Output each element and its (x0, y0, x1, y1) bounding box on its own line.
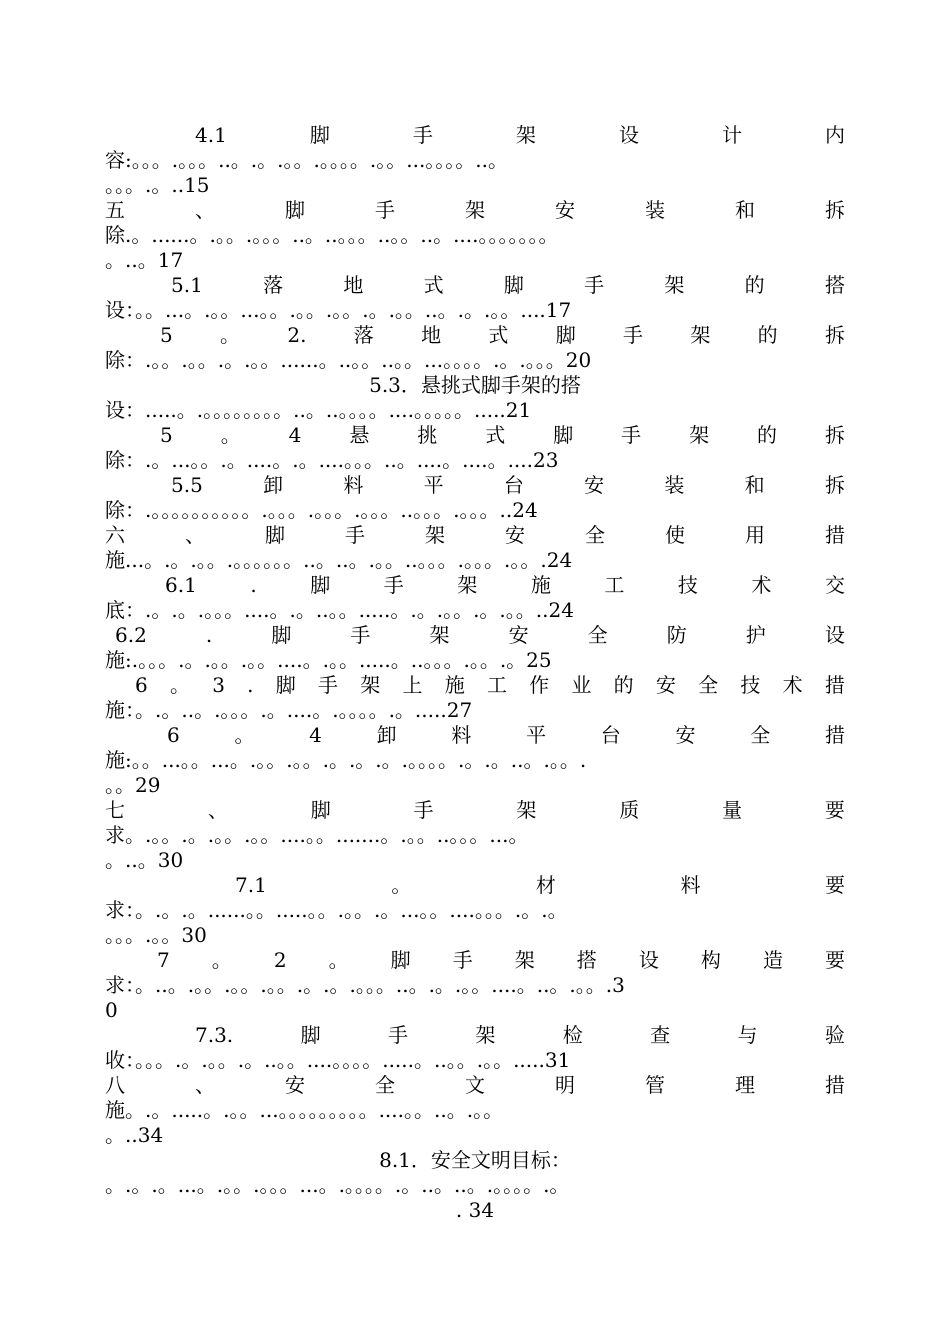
toc-heading-glyph: 4.1 (195, 123, 227, 147)
toc-heading-glyph: 式 (485, 423, 506, 447)
toc-heading-glyph: 内 (825, 123, 845, 147)
toc-heading-5-3: 5.3．悬挑式脚手架的搭 (369, 373, 581, 397)
toc-heading-glyph: 措 (824, 673, 845, 697)
toc-heading-glyph: 架 (360, 673, 381, 697)
toc-heading-glyph: 造 (762, 948, 783, 972)
toc-heading-glyph: 平 (526, 723, 547, 747)
toc-heading-glyph: 八 (105, 1073, 125, 1097)
toc-heading-glyph: 脚 (275, 673, 296, 697)
toc-heading-glyph: 架 (425, 523, 445, 547)
toc-heading-glyph: 架 (465, 198, 485, 222)
toc-heading-glyph: 5 (160, 423, 173, 447)
toc-heading-glyph: 挑 (417, 423, 438, 447)
toc-heading-glyph: 装 (664, 473, 685, 497)
toc-heading-glyph: 。 (211, 948, 232, 972)
toc-heading-glyph: 全 (375, 1073, 395, 1097)
toc-heading-glyph: 地 (421, 323, 442, 347)
toc-heading-glyph: 材 (535, 873, 556, 897)
toc-heading-glyph: 。 (220, 423, 241, 447)
toc-heading-glyph: 安 (675, 723, 696, 747)
toc-heading-glyph: 五 (105, 198, 125, 222)
toc-heading-glyph: 护 (745, 623, 766, 647)
toc-heading-glyph: 防 (666, 623, 687, 647)
toc-heading-6-2 (105, 623, 845, 648)
toc-heading-glyph: 。 (391, 873, 412, 897)
toc-heading-glyph: 6.1 (165, 573, 197, 597)
toc-leader-line: 底：.。.。.。。。....。.。..。。.....。.。.。。.。.。。..24 (105, 598, 574, 622)
toc-heading-glyph: 搭 (576, 948, 597, 972)
toc-leader-line: 除：.。。.。。.。.。。......。..。。..。。...。。。。.。.。。。20 (105, 348, 592, 372)
toc-heading-glyph: 全 (587, 623, 608, 647)
toc-heading-glyph: 措 (825, 1073, 845, 1097)
toc-leader-line: 。。29 (105, 773, 161, 797)
toc-heading-4-1 (105, 123, 845, 148)
toc-heading-5-2 (105, 323, 845, 348)
toc-heading-glyph: 手 (318, 673, 338, 697)
toc-heading-glyph: 工 (604, 573, 625, 597)
toc-heading-glyph: 式 (488, 323, 509, 347)
toc-heading-5-5 (105, 473, 845, 498)
toc-heading-glyph: 5.1 (171, 273, 203, 297)
toc-heading-6-1 (105, 573, 845, 598)
toc-leader-line: 。.。.。...。.。。.。。。...。.。。。。.。..。..。.。。。。.。 (105, 1173, 570, 1197)
toc-leader-line: 施...。.。.。。.。。。。。。..。..。.。。..。。。.。。。.。。.24 (105, 548, 573, 572)
toc-heading-glyph: 技 (677, 573, 698, 597)
toc-heading-glyph: 拆 (824, 473, 845, 497)
toc-heading-glyph: 全 (698, 673, 719, 697)
toc-heading-7-3 (105, 1023, 845, 1048)
toc-heading-glyph: 料 (680, 873, 701, 897)
toc-heading-glyph: 3 (212, 673, 225, 697)
toc-heading-glyph: 安 (285, 1073, 305, 1097)
toc-heading-glyph: 悬 (349, 423, 370, 447)
toc-heading-glyph: 设 (618, 123, 639, 147)
toc-heading-glyph: 和 (735, 198, 755, 222)
toc-heading-glyph: 。 (234, 723, 255, 747)
toc-heading-glyph: 地 (343, 273, 364, 297)
toc-heading-5-4 (105, 423, 845, 448)
toc-heading-glyph: 台 (503, 473, 524, 497)
toc-heading-glyph: 工 (486, 673, 507, 697)
toc-heading-glyph: 7.1 (235, 873, 267, 897)
toc-heading-glyph: 脚 (300, 1023, 321, 1047)
toc-heading-glyph: 上 (402, 673, 423, 697)
toc-heading-glyph: 业 (571, 673, 592, 697)
toc-heading-glyph: 卸 (263, 473, 284, 497)
toc-leader-line: 求。.。。.。.。。.。。....。。.......。.。。..。。。...。 (105, 823, 529, 847)
toc-leader-line: 求：。..。.。。.。。.。。.。.。.。。。..。.。.。。....。..。.。。.3 (105, 973, 625, 997)
toc-heading-5 (105, 198, 845, 223)
toc-heading-glyph: 2 (273, 948, 287, 972)
toc-heading-glyph: 拆 (824, 323, 845, 347)
toc-heading-5-1 (105, 273, 845, 298)
toc-heading-glyph: 术 (782, 673, 803, 697)
toc-heading-glyph: 脚 (503, 273, 524, 297)
toc-heading-glyph: 拆 (825, 198, 845, 222)
toc-heading-glyph: 搭 (824, 273, 845, 297)
toc-heading-glyph: 质 (619, 798, 640, 822)
toc-heading-glyph: 用 (745, 523, 765, 547)
toc-heading-glyph: 设 (638, 948, 659, 972)
toc-heading-glyph: . (250, 573, 257, 597)
toc-heading-glyph: 构 (700, 948, 721, 972)
toc-heading-glyph: 架 (475, 1023, 496, 1047)
toc-leader-line: 。。。.。..15 (105, 173, 210, 197)
toc-leader-line: 施:.。。。.。.。。.。。....。.。。.....。..。。。.。。.。25 (105, 648, 552, 672)
toc-heading-glyph: . (205, 623, 213, 647)
toc-heading-glyph: 5 (160, 323, 173, 347)
toc-leader-line: 除：.。。。。。。。。。。.。。。.。。。.。。。..。。。.。。。..24 (105, 498, 538, 522)
toc-heading-glyph: 装 (645, 198, 665, 222)
toc-heading-7-1 (105, 873, 845, 898)
toc-heading-glyph: 的 (757, 423, 778, 447)
toc-heading-glyph: 脚 (555, 323, 576, 347)
toc-heading-glyph: 、 (207, 798, 228, 822)
toc-heading-glyph: 脚 (285, 198, 305, 222)
toc-heading-glyph: 脚 (553, 423, 574, 447)
toc-heading-glyph: 手 (413, 798, 434, 822)
toc-heading-glyph: 脚 (265, 523, 285, 547)
toc-heading-glyph: 手 (375, 198, 395, 222)
toc-heading-glyph: 落 (263, 273, 284, 297)
toc-heading-glyph: 拆 (825, 423, 845, 447)
toc-heading-7-2 (105, 948, 845, 973)
toc-heading-glyph: 架 (516, 798, 537, 822)
toc-heading-glyph: 设 (824, 623, 845, 647)
toc-leader-line: 求：。.。.。......。。.....。。.。。.。...。。....。。。.。.。 (105, 898, 568, 922)
toc-leader-line: 设：.....。.。。。。。。。。..。..。。。。....。。。。。.....21 (105, 398, 532, 422)
toc-heading-glyph: 6 (135, 673, 148, 697)
toc-heading-glyph: 手 (412, 123, 433, 147)
toc-heading-glyph: 和 (744, 473, 765, 497)
toc-heading-glyph: 与 (737, 1023, 758, 1047)
toc-heading-glyph: 料 (451, 723, 472, 747)
toc-heading-6-4 (105, 723, 845, 748)
toc-heading-glyph: 全 (750, 723, 771, 747)
toc-heading-glyph: 管 (645, 1073, 665, 1097)
toc-heading-glyph: 交 (824, 573, 845, 597)
toc-heading-glyph: 七 (105, 798, 125, 822)
toc-heading-8-1: 8.1．安全文明目标： (379, 1148, 571, 1172)
toc-leader-line: 设：。。...。.。。...。。.。。.。。.。.。。..。.。.。。....17 (105, 298, 572, 322)
toc-heading-glyph: 手 (584, 273, 605, 297)
toc-heading-glyph: 架 (515, 123, 536, 147)
toc-heading-glyph: 明 (555, 1073, 575, 1097)
toc-heading-glyph: . (247, 673, 254, 697)
toc-heading-glyph: 安 (555, 198, 575, 222)
toc-heading-glyph: 脚 (310, 798, 331, 822)
toc-heading-glyph: 的 (613, 673, 634, 697)
toc-heading-glyph: 安 (584, 473, 605, 497)
toc-heading-glyph: 架 (457, 573, 478, 597)
toc-heading-glyph: 术 (751, 573, 772, 597)
toc-heading-glyph: 架 (689, 423, 710, 447)
toc-leader-line: 。..。17 (105, 248, 184, 272)
toc-heading-glyph: 的 (757, 323, 778, 347)
toc-heading-glyph: 。 (328, 948, 349, 972)
toc-heading-glyph: 的 (744, 273, 765, 297)
toc-heading-glyph: 架 (690, 323, 711, 347)
toc-heading-glyph: 文 (465, 1073, 485, 1097)
toc-heading-glyph: 脚 (310, 573, 331, 597)
toc-leader-line: 施。.。.....。.。。...。。。。。。。。。....。。..。.。。 (105, 1098, 504, 1122)
toc-heading-glyph: 作 (529, 673, 550, 697)
toc-heading-glyph: 4 (288, 423, 302, 447)
toc-heading-glyph: 、 (195, 1073, 215, 1097)
toc-heading-glyph: 脚 (309, 123, 330, 147)
toc-heading-glyph: 技 (740, 673, 761, 697)
toc-heading-glyph: 六 (105, 523, 125, 547)
toc-page-number: . 34 (455, 1198, 495, 1222)
toc-heading-glyph: 安 (655, 673, 676, 697)
toc-heading-glyph: 手 (621, 423, 642, 447)
toc-heading-glyph: 安 (505, 523, 525, 547)
toc-heading-glyph: 计 (721, 123, 742, 147)
toc-heading-glyph: 平 (423, 473, 444, 497)
toc-leader-line: 。..。30 (105, 848, 184, 872)
toc-heading-glyph: 。 (220, 323, 241, 347)
toc-leader-line: 除：.。...。。.。....。.。....。。。..。....。....。....23 (105, 448, 559, 472)
toc-heading-8 (105, 1073, 845, 1098)
toc-heading-glyph: 架 (429, 623, 450, 647)
toc-heading-glyph: 手 (350, 623, 371, 647)
toc-heading-glyph: 4 (309, 723, 322, 747)
toc-heading-glyph: 量 (722, 798, 743, 822)
toc-heading-glyph: 7.3. (195, 1023, 234, 1047)
toc-heading-glyph: 手 (345, 523, 365, 547)
toc-heading-glyph: 手 (387, 1023, 408, 1047)
toc-leader-line: 施:。。...。。...。.。。.。。.。.。.。.。。。。.。.。..。.。。. (105, 748, 587, 772)
toc-heading-glyph: 施 (530, 573, 551, 597)
toc-leader-line: 收：。。。.。.。。.。..。。....。。。。.....。..。。.。。.....31 (105, 1048, 571, 1072)
toc-heading-glyph: 施 (444, 673, 465, 697)
toc-heading-glyph: 5.5 (171, 473, 203, 497)
toc-heading-glyph: 措 (825, 523, 845, 547)
toc-heading-glyph: 脚 (390, 948, 411, 972)
toc-heading-glyph: 手 (383, 573, 404, 597)
toc-heading-7 (105, 798, 845, 823)
toc-heading-glyph: 7 (157, 948, 170, 972)
toc-heading-6 (105, 523, 845, 548)
toc-heading-glyph: 6.2 (115, 623, 147, 647)
toc-heading-glyph: 要 (825, 873, 845, 897)
toc-heading-glyph: 要 (824, 798, 845, 822)
toc-heading-glyph: 2. (287, 323, 307, 347)
toc-leader-line: 容:。。。.。。。..。.。.。。.。。。。.。。...。。。。..。 (105, 148, 509, 172)
toc-heading-glyph: 理 (735, 1073, 755, 1097)
toc-heading-glyph: 。 (169, 673, 190, 697)
toc-heading-glyph: 、 (195, 198, 215, 222)
toc-heading-glyph: 架 (514, 948, 535, 972)
toc-heading-glyph: 措 (824, 723, 845, 747)
toc-leader-line: 0 (105, 998, 118, 1022)
toc-heading-glyph: 卸 (376, 723, 397, 747)
toc-heading-glyph: 检 (562, 1023, 583, 1047)
toc-heading-glyph: 要 (824, 948, 845, 972)
toc-leader-line: 。..34 (105, 1123, 164, 1147)
toc-heading-glyph: 落 (353, 323, 374, 347)
toc-heading-glyph: 、 (185, 523, 205, 547)
toc-heading-glyph: 架 (664, 273, 685, 297)
toc-heading-glyph: 脚 (271, 623, 292, 647)
toc-heading-glyph: 全 (585, 523, 605, 547)
toc-heading-6-3 (105, 673, 845, 698)
toc-heading-glyph: 台 (600, 723, 621, 747)
toc-heading-glyph: 查 (650, 1023, 671, 1047)
toc-heading-glyph: 使 (665, 523, 685, 547)
toc-leader-line: 除.。......。.。。.。。。..。..。。。..。。..。....。。。。。。。 (105, 223, 559, 247)
toc-leader-line: 。。。.。。30 (105, 923, 207, 947)
toc-heading-glyph: 手 (452, 948, 473, 972)
toc-leader-line: 施：。.。..。.。。。.。....。.。。。。.。.....27 (105, 698, 473, 722)
toc-heading-glyph: 安 (508, 623, 529, 647)
toc-heading-glyph: 料 (343, 473, 364, 497)
toc-heading-glyph: 式 (423, 273, 444, 297)
toc-heading-glyph: 验 (824, 1023, 845, 1047)
toc-heading-glyph: 6 (167, 723, 180, 747)
toc-heading-glyph: 手 (623, 323, 644, 347)
